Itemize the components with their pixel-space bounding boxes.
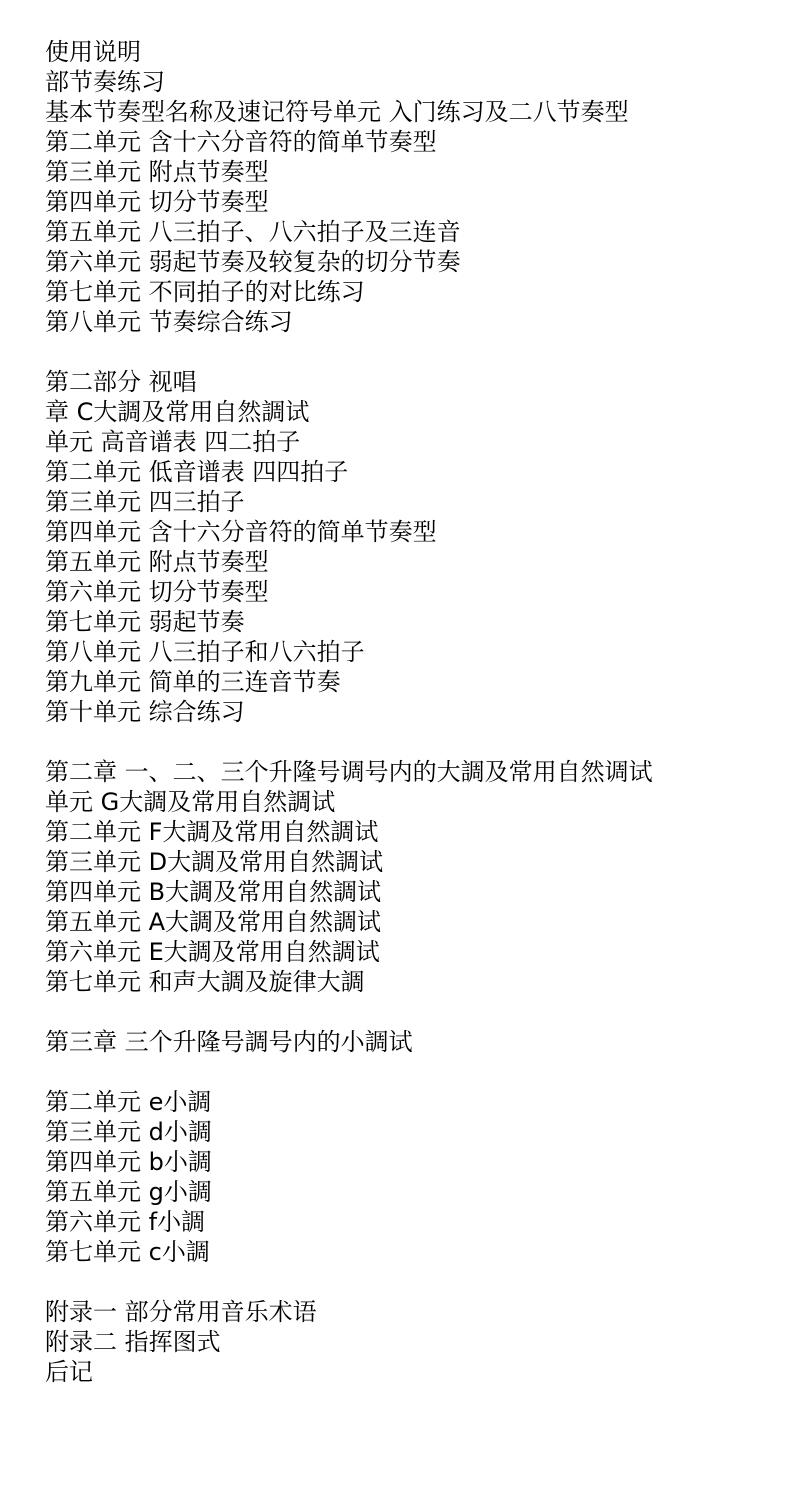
section-spacer bbox=[45, 727, 780, 757]
toc-entry: 第五单元 A大調及常用自然調试 bbox=[45, 908, 382, 936]
toc-entry: 第四单元 B大調及常用自然調试 bbox=[45, 878, 382, 906]
toc-entry: 第七单元 弱起节奏 bbox=[45, 608, 245, 636]
toc-entry: 单元 高音谱表 四二拍子 bbox=[45, 428, 301, 456]
toc-section bbox=[45, 367, 780, 727]
toc-entry: 第六单元 f小調 bbox=[45, 1208, 206, 1236]
toc-entry: 第七单元 不同拍子的对比练习 bbox=[45, 278, 365, 306]
toc-entry: 第三单元 d小調 bbox=[45, 1118, 212, 1146]
toc-entry: 第二单元 F大調及常用自然調试 bbox=[45, 818, 379, 846]
toc-entry: 第七单元 和声大調及旋律大調 bbox=[45, 968, 365, 996]
toc-entry: 第三单元 四三拍子 bbox=[45, 488, 245, 516]
toc-entry: 第九单元 简单的三连音节奏 bbox=[45, 668, 341, 696]
toc-section bbox=[45, 757, 780, 997]
toc-entry: 第二章 一、二、三个升隆号调号内的大調及常用自然调试 bbox=[45, 758, 653, 786]
toc-entry: 附录二 指挥图式 bbox=[45, 1328, 221, 1356]
toc-entry: 基本节奏型名称及速记符号单元 入门练习及二八节奏型 bbox=[45, 98, 629, 126]
section-spacer bbox=[45, 997, 780, 1027]
section-spacer bbox=[45, 1057, 780, 1087]
toc-entry: 第二部分 视唱 bbox=[45, 368, 197, 396]
toc-entry: 第三章 三个升隆号調号内的小調试 bbox=[45, 1028, 413, 1056]
toc-entry: 第四单元 b小調 bbox=[45, 1148, 212, 1176]
toc-section bbox=[45, 1297, 780, 1387]
toc-section bbox=[45, 37, 780, 337]
toc-entry: 第五单元 八三拍子、八六拍子及三连音 bbox=[45, 218, 461, 246]
toc-section bbox=[45, 1087, 780, 1267]
toc-entry: 第四单元 含十六分音符的简单节奏型 bbox=[45, 518, 437, 546]
toc-entry: 第十单元 综合练习 bbox=[45, 698, 245, 726]
toc-entry: 第四单元 切分节奏型 bbox=[45, 188, 269, 216]
toc-entry: 第二单元 e小調 bbox=[45, 1088, 212, 1116]
toc-entry: 单元 G大調及常用自然調试 bbox=[45, 788, 336, 816]
section-spacer bbox=[45, 337, 780, 367]
toc-entry: 第六单元 切分节奏型 bbox=[45, 578, 269, 606]
toc-entry: 章 C大調及常用自然調试 bbox=[45, 398, 310, 426]
toc-entry: 第八单元 八三拍子和八六拍子 bbox=[45, 638, 365, 666]
toc-entry: 使用说明 bbox=[45, 38, 141, 66]
toc-entry: 第七单元 c小調 bbox=[45, 1238, 210, 1266]
toc-entry: 第三单元 D大調及常用自然調试 bbox=[45, 848, 384, 876]
table-of-contents bbox=[45, 37, 780, 1387]
toc-entry: 后记 bbox=[45, 1358, 93, 1386]
toc-entry: 第二单元 低音谱表 四四拍子 bbox=[45, 458, 349, 486]
toc-entry: 第五单元 附点节奏型 bbox=[45, 548, 269, 576]
toc-entry: 第六单元 E大調及常用自然調试 bbox=[45, 938, 380, 966]
toc-entry: 第二单元 含十六分音符的简单节奏型 bbox=[45, 128, 437, 156]
toc-entry: 第八单元 节奏综合练习 bbox=[45, 308, 293, 336]
toc-entry: 第三单元 附点节奏型 bbox=[45, 158, 269, 186]
toc-entry: 附录一 部分常用音乐术语 bbox=[45, 1298, 317, 1326]
section-spacer bbox=[45, 1267, 780, 1297]
toc-section bbox=[45, 1027, 780, 1057]
toc-entry: 部节奏练习 bbox=[45, 68, 165, 96]
toc-entry: 第五单元 g小調 bbox=[45, 1178, 212, 1206]
toc-entry: 第六单元 弱起节奏及较复杂的切分节奏 bbox=[45, 248, 461, 276]
